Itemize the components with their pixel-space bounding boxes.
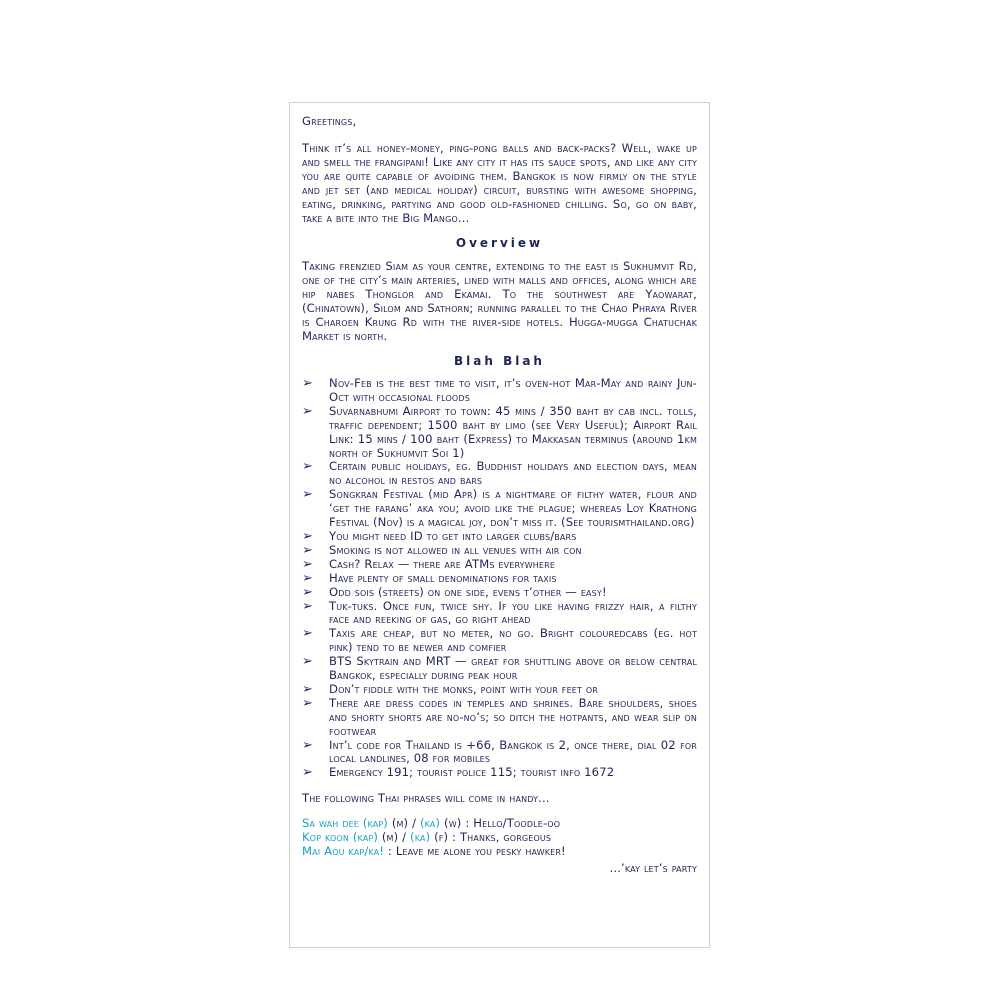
overview-paragraph: Taking frenzied Siam as your centre, extending to the east is Sukhumvit Rd, one of the city’s main arteries, lined with malls and offices, along which are hip nabes Thonglor and Ekamai. To the southwest are Yaowarat, (Chinatown), Silom and Sathorn; running parallel to the Chao Phraya River is Charoen Krung Rd with the river-side hotels. Hugga-mugga Chatuchak Market is north. <box>302 259 697 343</box>
signoff: ...’kay let’s party <box>609 861 697 875</box>
phrase-item: Kop koon (kap) (m) / (ka) (f) : Thanks, gorgeous <box>302 830 552 845</box>
arrow-bullet-icon: ➢ <box>302 528 314 544</box>
phrase-meaning: : Hello/Toodle-oo <box>465 816 561 831</box>
list-item: ➢ You might need ID to get into larger clubs/bars <box>302 528 577 544</box>
phrases-list <box>302 817 697 859</box>
arrow-bullet-icon: ➢ <box>302 765 314 781</box>
list-item: ➢ Certain public holidays, eg. Buddhist holidays and election days, mean no alcohol in restos and bars <box>302 459 697 488</box>
list-item: ➢ Nov-Feb is the best time to visit, it’s oven-hot Mar-May and rainy Jun-Oct with occasional floods <box>302 376 697 404</box>
list-item: ➢ Smoking is not allowed in all venues with air con <box>302 542 582 558</box>
list-item: ➢ Int’l code for Thailand is +66, Bangkok is 2, once there, dial 02 for local landlines, 08 for mobiles <box>302 737 697 766</box>
list-item: ➢ Cash? Relax — there are ATMs everywhere <box>302 556 556 572</box>
list-item: ➢ There are dress codes in temples and shrines. Bare shoulders, shoes and shorty shorts are no-no’s; so ditch the hotpants, and wear slip on footwear <box>302 695 697 738</box>
thai-phrase: Mai Aou kap/ka! <box>302 844 385 859</box>
list-item: ➢ Emergency 191; tourist police 115; tourist info 1672 <box>302 765 615 781</box>
guide-card <box>289 102 710 948</box>
phrases-intro: The following Thai phrases will come in handy... <box>302 791 550 806</box>
list-item: ➢ Tuk-tuks. Once fun, twice shy. If you like having frizzy hair, a filthy face and reeking of gas, go right ahead <box>302 598 697 627</box>
phrase-meaning: : Thanks, gorgeous <box>452 830 552 845</box>
list-item: ➢ Odd sois (streets) on one side, evens t’other — easy! <box>302 584 607 600</box>
arrow-bullet-icon: ➢ <box>302 403 314 419</box>
list-item: ➢ Taxis are cheap, but no meter, no go. Bright colouredcabs (eg. hot pink) tend to be newer and comfier <box>302 626 697 655</box>
arrow-bullet-icon: ➢ <box>302 459 314 475</box>
arrow-bullet-icon: ➢ <box>302 626 314 642</box>
arrow-bullet-icon: ➢ <box>302 737 314 753</box>
thai-phrase: Kop koon (kap) <box>302 830 379 845</box>
arrow-bullet-icon: ➢ <box>302 598 314 614</box>
arrow-bullet-icon: ➢ <box>302 487 314 503</box>
overview-heading: Overview <box>455 236 544 250</box>
list-item: ➢ BTS Skytrain and MRT — great for shuttling above or below central Bangkok, especially during peak hour <box>302 654 697 683</box>
arrow-bullet-icon: ➢ <box>302 584 314 600</box>
arrow-bullet-icon: ➢ <box>302 376 314 391</box>
arrow-bullet-icon: ➢ <box>302 695 314 711</box>
list-item: ➢ Don’t fiddle with the monks, point with your feet or <box>302 681 598 697</box>
arrow-bullet-icon: ➢ <box>302 570 314 586</box>
phrase-meaning: : Leave me alone you pesky hawker! <box>387 844 566 859</box>
list-item: ➢ Songkran Festival (mid Apr) is a nightmare of filthy water, flour and ‘get the farang’ aka you; avoid like the plague; whereas Loy Krathong Festival (Nov) is a magical joy, don’t miss it. (See tourismthailand.org) <box>302 487 697 530</box>
intro-paragraph: Think it’s all honey-money, ping-pong balls and back-packs? Well, wake up and smell the frangipani! Like any city it has its sauce spots, and like any city you are quite capable of avoiding them. Bangkok is now firmly on the style and jet set (and medical holiday) circuit, bursting with awesome shopping, eating, drinking, partying and good old-fashioned chilling. So, go on baby, take a bite into the Big Mango... <box>302 141 697 225</box>
thai-phrase: Sa wah dee (kap) <box>302 816 388 831</box>
arrow-bullet-icon: ➢ <box>302 542 314 558</box>
list-item: ➢ Suvarnabhumi Airport to town: 45 mins / 350 baht by cab incl. tolls, traffic dependent; 1500 baht by limo (see Very Useful); Airport Rail Link: 15 mins / 100 baht (Express) to Makkasan terminus (around 1km north of Sukhumvit Soi 1) <box>302 403 697 460</box>
blah-heading: Blah Blah <box>454 354 545 368</box>
tips-list <box>302 377 697 780</box>
arrow-bullet-icon: ➢ <box>302 556 314 572</box>
phrase-item <box>302 845 697 859</box>
arrow-bullet-icon: ➢ <box>302 681 314 697</box>
arrow-bullet-icon: ➢ <box>302 654 314 670</box>
list-item: ➢ Have plenty of small denominations for taxis <box>302 570 557 586</box>
greeting: Greetings, <box>302 114 357 128</box>
phrase-item: Sa wah dee (kap) (m) / (ka) (w) : Hello/Toodle-oo <box>302 816 561 831</box>
